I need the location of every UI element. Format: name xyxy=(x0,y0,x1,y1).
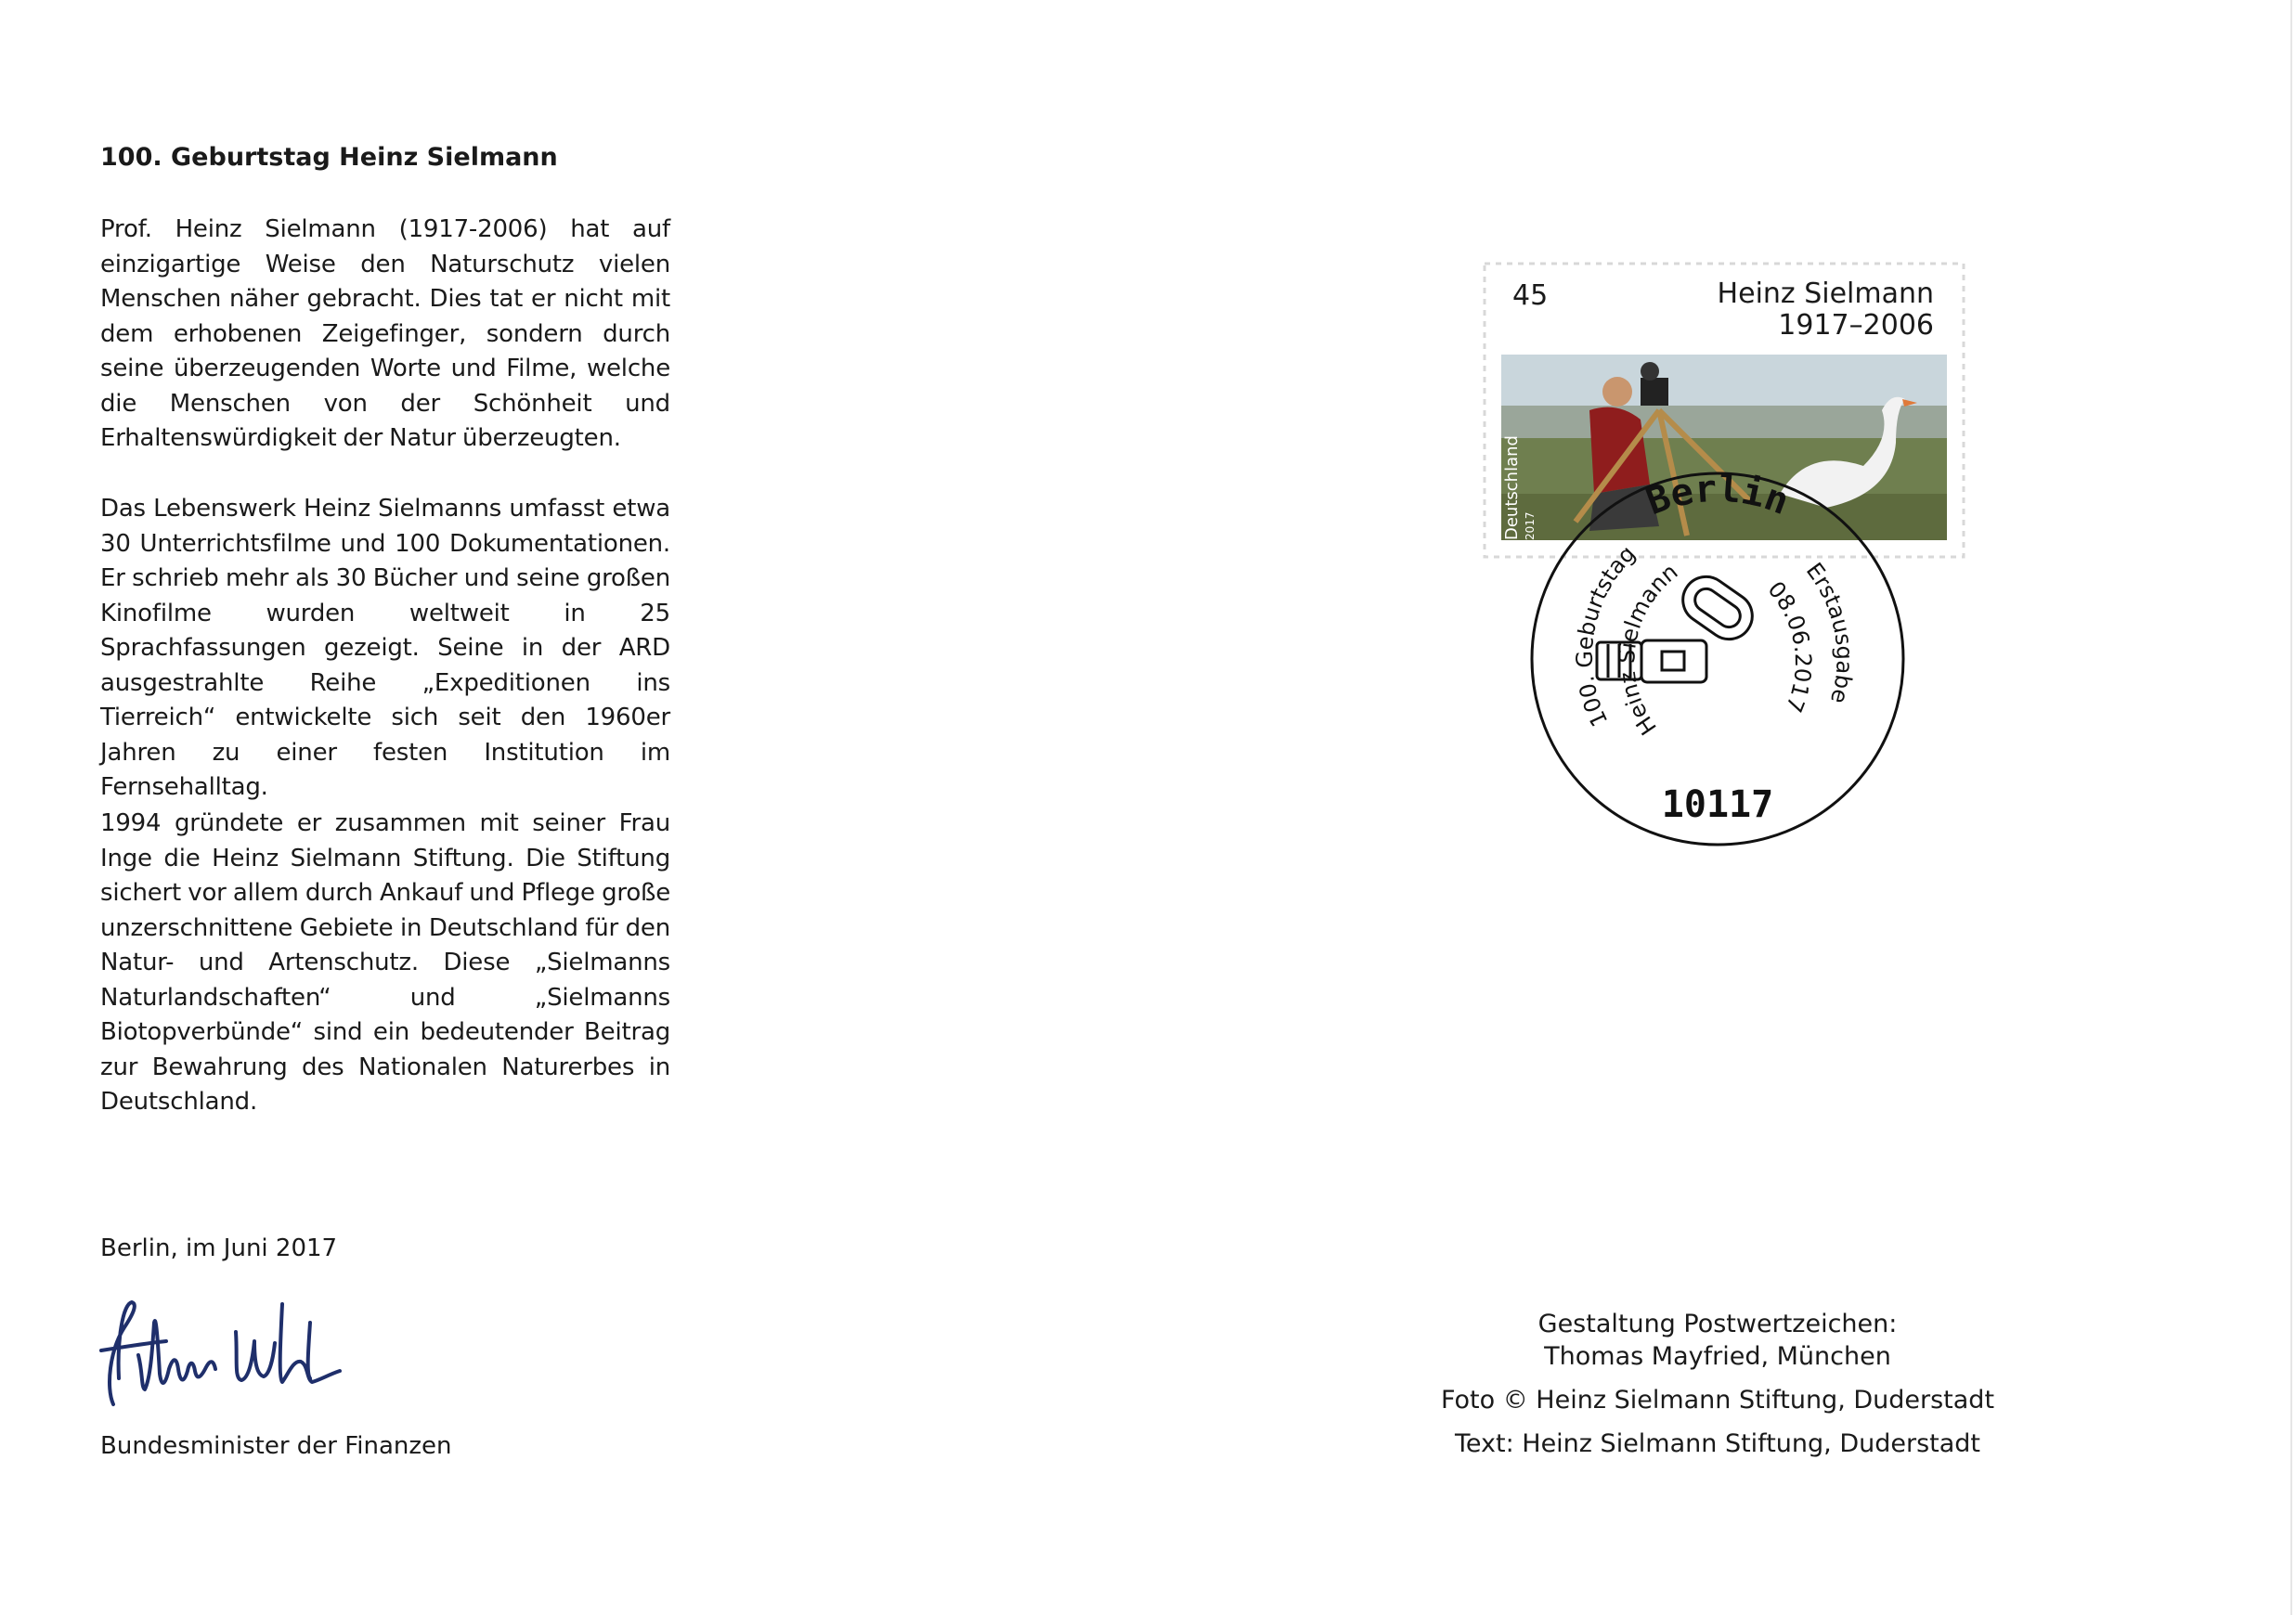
svg-text:08.06.2017 xyxy=(1763,576,1817,716)
page-title: 100. Geburtstag Heinz Sielmann xyxy=(100,143,558,172)
postmark-left-line1: 100. Geburtstag xyxy=(1571,540,1641,731)
postmark-right-line2: 08.06.2017 xyxy=(1762,576,1817,717)
text-credit: Text: Heinz Sielmann Stiftung, Duderstadt xyxy=(1454,1429,1981,1458)
postmark-city: Berlin xyxy=(1641,467,1795,524)
photo-credit: Foto © Heinz Sielmann Stiftung, Duderstadt xyxy=(1440,1386,1995,1415)
stamp-years: 1917–2006 xyxy=(1778,309,1934,342)
signature xyxy=(97,1286,412,1415)
page-edge xyxy=(2290,0,2292,1615)
stamp-name xyxy=(1718,278,1934,342)
stamp-year: 2017 xyxy=(1524,511,1537,540)
paragraph-1: Prof. Heinz Sielmann (1917-2006) hat auf einzigartige Weise den Naturschutz vielen Menschen näher gebracht. Dies tat er nicht mit dem erhobenen Zeigefinger, sondern durch seine überzeugenden Worte und Filme, welche die Menschen von der Schönheit und Erhaltenswürdigkeit der Natur überzeugten. xyxy=(100,215,670,452)
paragraph-2: Das Lebenswerk Heinz Sielmanns umfasst etwa 30 Unterrichtsfilme und 100 Dokumentationen. Er schrieb mehr als 30 Bücher und seine großen Kinofilme wurden weltweit in 25 Sprachfassungen gezeigt. Seine in der ARD ausgestrahlte Reihe „Expeditionen ins Tierreich“ entwickelte sich seit den 1960er Jahren zu einer festen Institution im Fernsehalltag. xyxy=(100,495,670,801)
postmark-postcode: 10117 xyxy=(1661,783,1774,826)
postmark-left-line2: Heinz Sielmann xyxy=(1614,558,1683,740)
signer-title: Bundesminister der Finanzen xyxy=(100,1432,452,1460)
postmark xyxy=(1504,446,1931,872)
design-label: Gestaltung Postwertzeichen: xyxy=(1537,1310,1898,1338)
credits xyxy=(1393,1308,2043,1460)
postmark-right-line1: Erstausgabe xyxy=(1800,558,1858,706)
svg-text:Heinz Sielmann xyxy=(1614,559,1682,740)
stamp-value: 45 xyxy=(1512,279,1549,312)
stamp-person: Heinz Sielmann xyxy=(1717,278,1934,310)
place-date: Berlin, im Juni 2017 xyxy=(100,1234,338,1262)
stamp-country: Deutschland xyxy=(1502,435,1522,540)
paragraph-3: 1994 gründete er zusammen mit seiner Frau Inge die Heinz Sielmann Stiftung. Die Stiftung sichert vor allem durch Ankauf und Pflege große unzerschnittene Gebiete in Deutschland für den Natur- und Artenschutz. Diese „Sielmanns Naturlandschaften“ und „Sielmanns Biotopverbünde“ sind ein bedeutender Beitrag zur Bewahrung des Nationalen Naturerbes in Deutschland. xyxy=(100,809,670,1116)
svg-text:Berlin xyxy=(1641,468,1795,523)
designer: Thomas Mayfried, München xyxy=(1544,1342,1891,1371)
